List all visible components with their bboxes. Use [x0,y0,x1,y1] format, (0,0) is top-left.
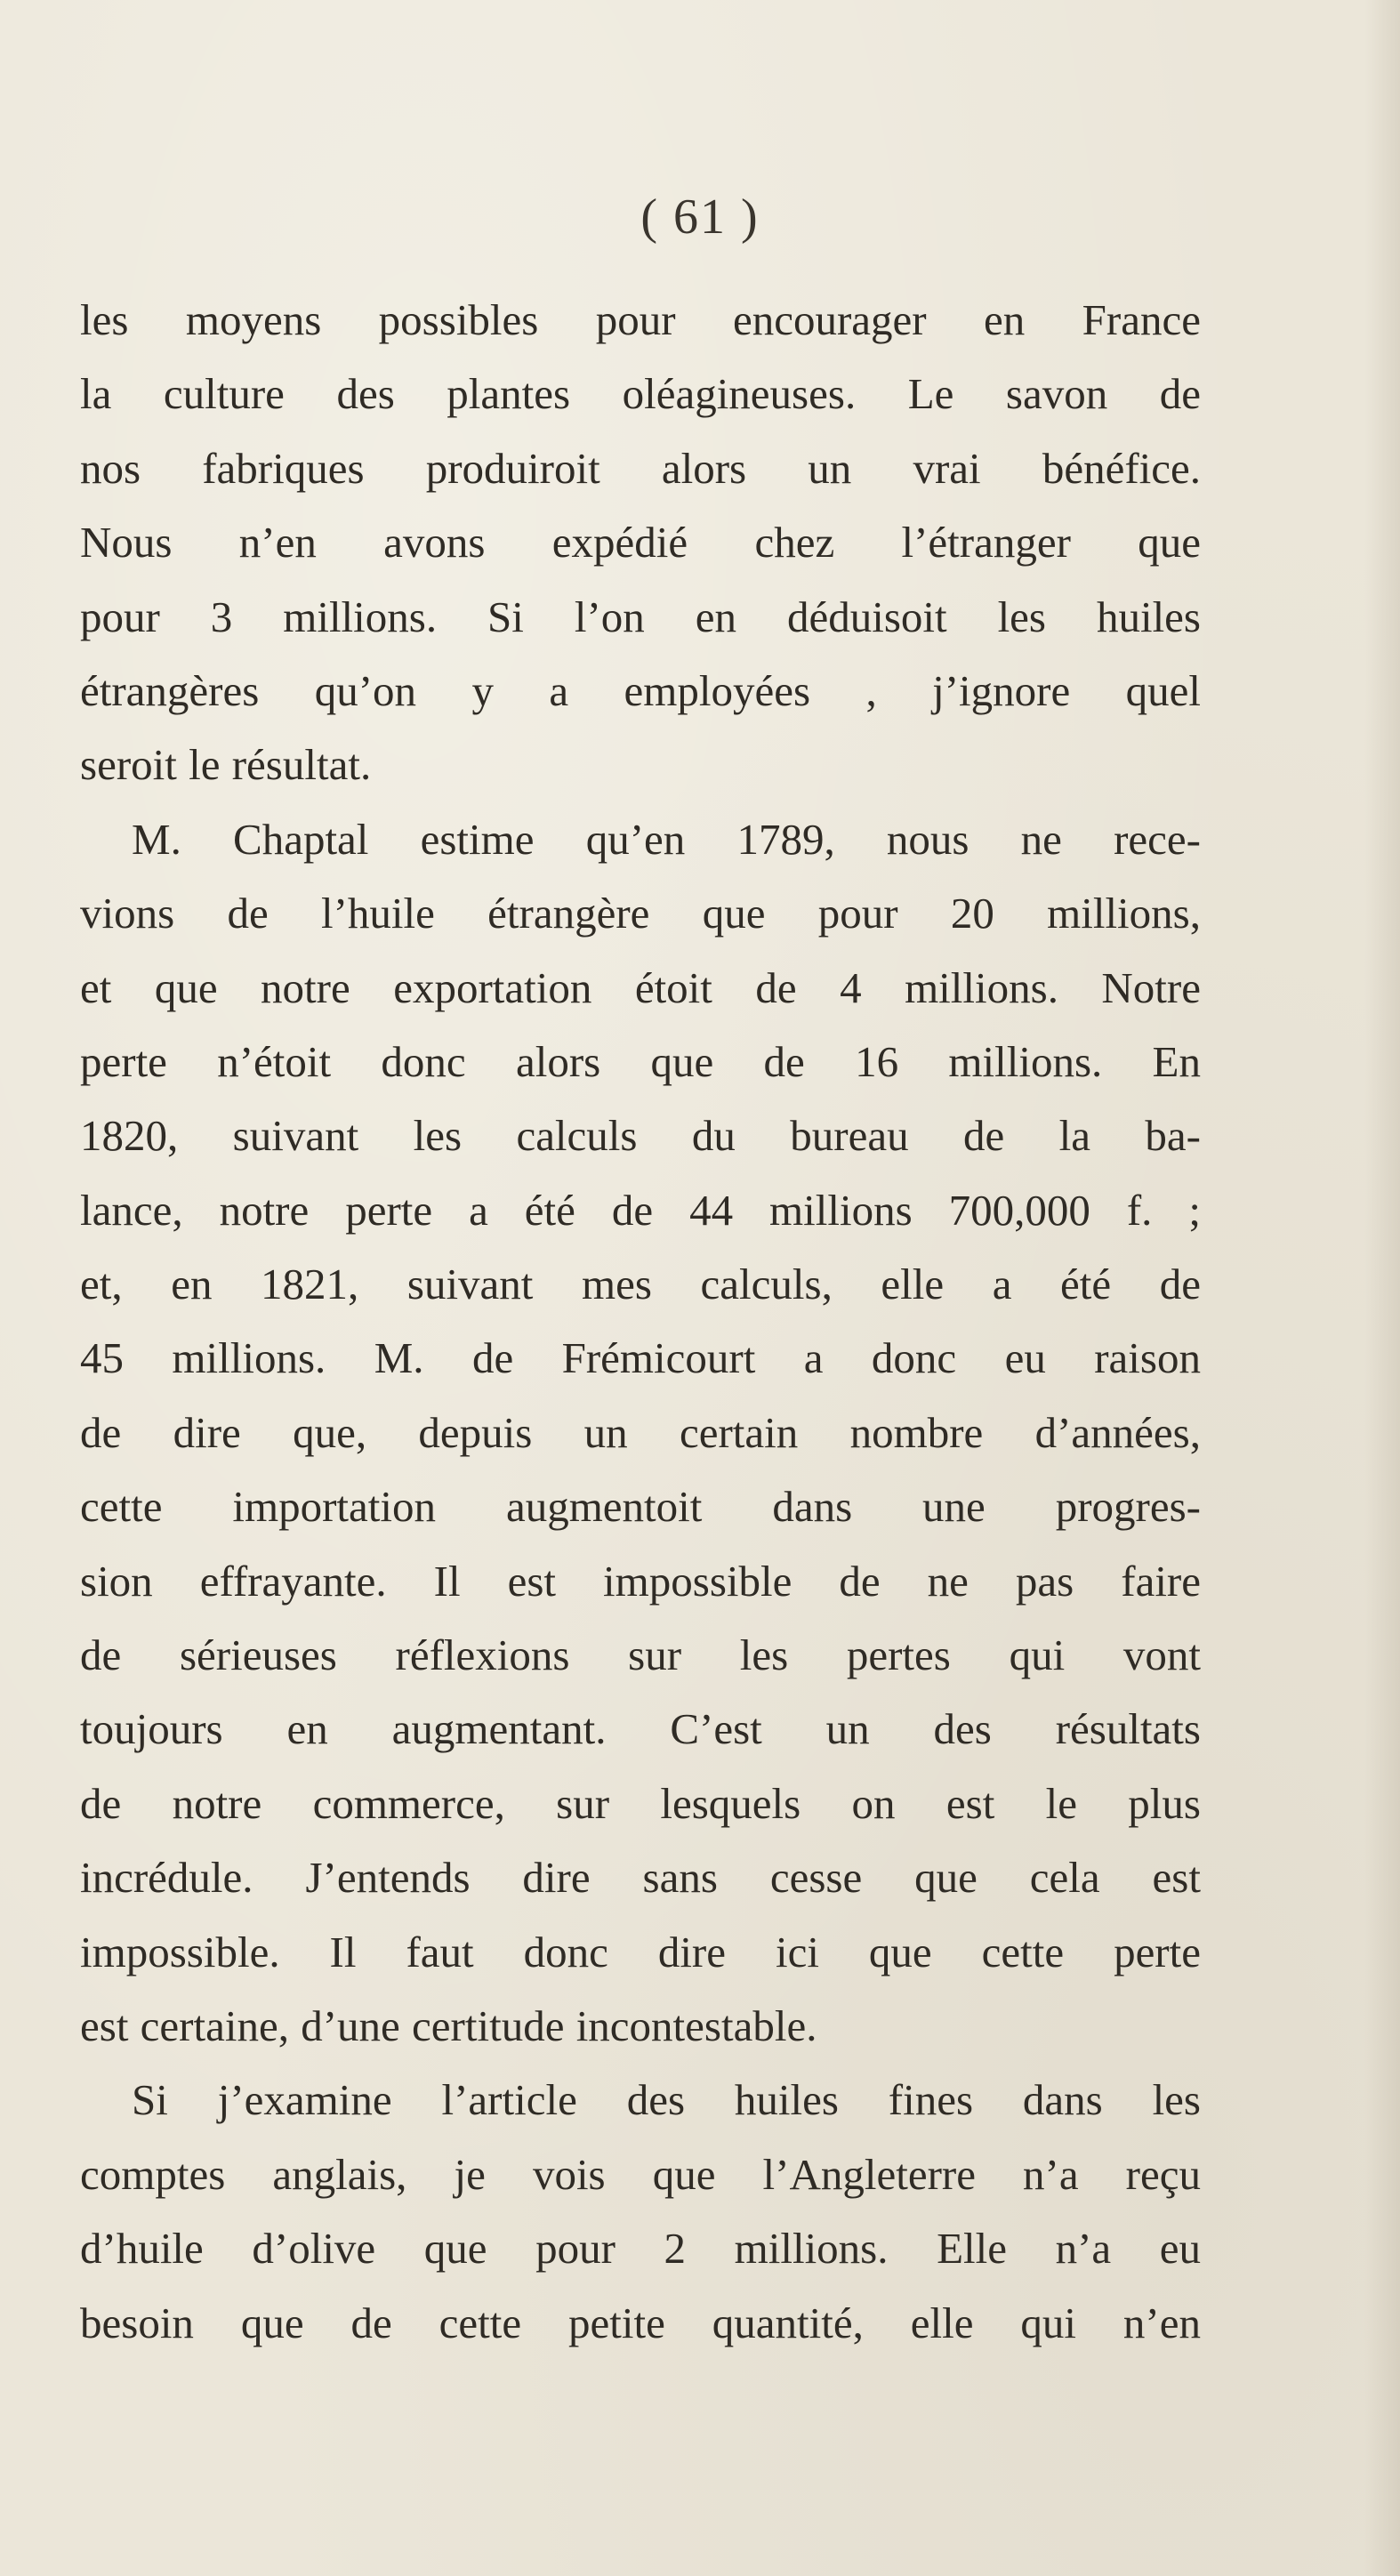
text-line: 1820, suivant les calculs du bureau de la ba- [80,1111,1201,1161]
text-line: toujours en augmentant. C’est un des résultats [80,1704,1201,1754]
body-text [80,283,1201,2360]
text-line: la culture des plantes oléagineuses. Le savon de [80,369,1201,419]
text-line: de dire que, depuis un certain nombre d’années, [80,1407,1201,1457]
paragraph-2 [80,802,1201,2064]
text-line: vions de l’huile étrangère que pour 20 millions, [80,889,1201,938]
text-line: étrangères qu’on y a employées , j’ignore quel [80,665,1201,715]
paragraph-3 [80,2063,1201,2360]
text-line: Si j’examine l’article des huiles fines dans les [132,2075,1201,2125]
text-line: incrédule. J’entends dire sans cesse que cela est [80,1853,1201,1903]
text-line: et que notre exportation étoit de 4 millions. Notre [80,962,1201,1012]
text-line: besoin que de cette petite quantité, elle qui n’en [80,2298,1201,2347]
text-line: perte n’étoit donc alors que de 16 millions. En [80,1036,1201,1086]
text-line: de notre commerce, sur lesquels on est le plus [80,1778,1201,1828]
text-line: 45 millions. M. de Frémicourt a donc eu raison [80,1333,1201,1383]
text-line: les moyens possibles pour encourager en France [80,295,1201,344]
text-line: comptes anglais, je vois que l’Angleterre n’a reçu [80,2149,1201,2199]
text-line: pour 3 millions. Si l’on en déduisoit les huiles [80,592,1201,641]
text-line: nos fabriques produiroit alors un vrai bénéfice. [80,443,1201,493]
page-edge-shadow [1364,0,1400,2576]
text-line: Nous n’en avons expédié chez l’étranger que [80,518,1201,568]
text-line: seroit le résultat. [80,740,372,790]
paragraph-1 [80,283,1201,802]
text-line: et, en 1821, suivant mes calculs, elle a été de [80,1260,1201,1309]
text-line: d’huile d’olive que pour 2 millions. Elle n’a eu [80,2224,1201,2274]
page-number: ( 61 ) [640,189,760,245]
text-line: M. Chaptal estime qu’en 1789, nous ne rece- [132,814,1201,864]
text-line: impossible. Il faut donc dire ici que cette perte [80,1927,1201,1976]
text-line: est certaine, d’une certitude incontestable. [80,2000,817,2050]
text-line: sion effrayante. Il est impossible de ne pas faire [80,1556,1201,1606]
text-line: lance, notre perte a été de 44 millions 700,000 f. ; [80,1185,1201,1235]
text-line: cette importation augmentoit dans une progres- [80,1482,1201,1532]
text-line: de sérieuses réflexions sur les pertes qui vont [80,1630,1201,1680]
